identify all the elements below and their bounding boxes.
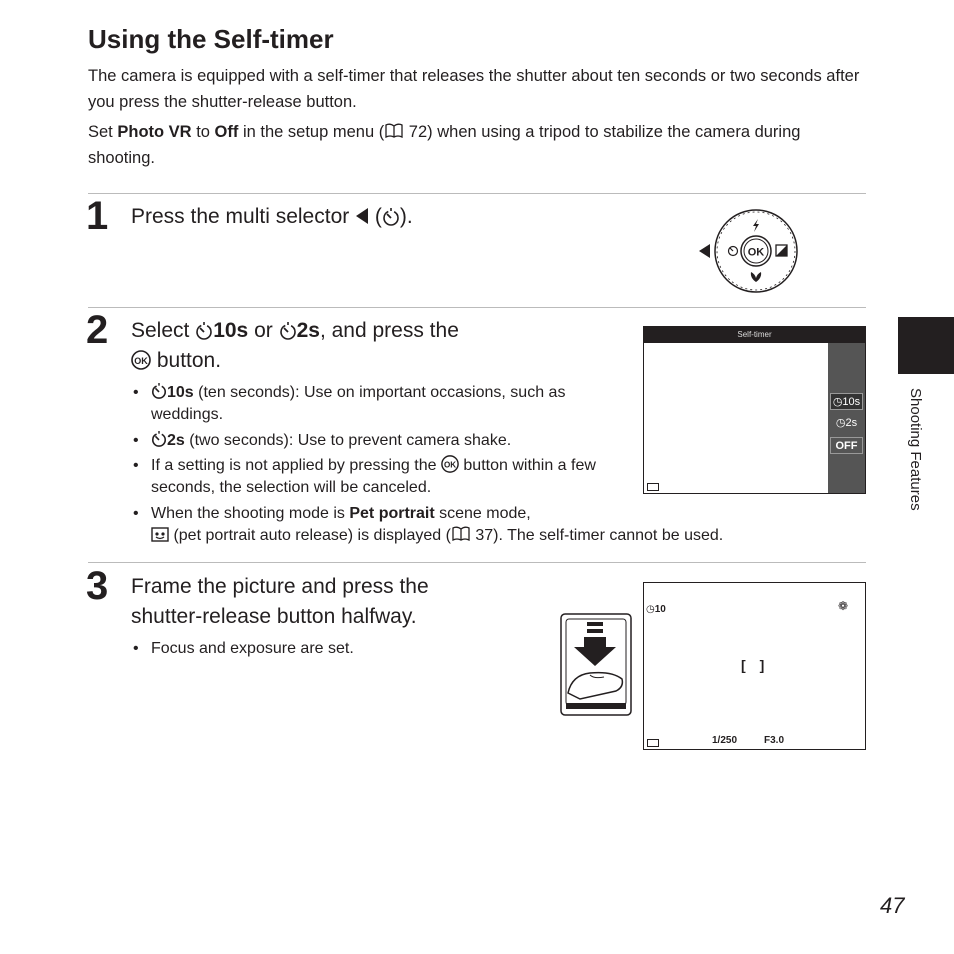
battery-icon xyxy=(647,483,659,491)
ok-button-label: OK xyxy=(747,246,765,259)
vibration-reduction-icon: ❁ xyxy=(838,599,849,613)
page-title: Using the Self-timer xyxy=(88,24,334,54)
intro-paragraph: The camera is equipped with a self-timer that releases the shutter about ten seconds or two seconds after you press the shutter-release button. xyxy=(88,67,860,111)
section-tab xyxy=(898,317,954,374)
book-icon xyxy=(384,123,404,141)
menu-option-10s: ◷ 10s xyxy=(830,393,863,410)
svg-text:OK: OK xyxy=(443,460,457,470)
intro-note: Set Photo VR to Off in the setup menu ( 72) when using a tripod to stabilize the camera during shooting. xyxy=(88,123,801,167)
left-arrow-icon xyxy=(699,244,710,258)
self-timer-icon: ◷ xyxy=(646,604,655,615)
step-divider xyxy=(88,562,866,563)
step-number: 1 xyxy=(86,194,109,238)
self-timer-icon xyxy=(195,319,213,342)
section-label: Shooting Features xyxy=(907,388,924,511)
step-divider xyxy=(88,193,866,194)
left-arrow-icon xyxy=(355,205,369,228)
multi-selector-diagram xyxy=(698,208,808,294)
list-item: • If a setting is not applied by pressing the OK button within a few seconds, the selection will be canceled. xyxy=(133,457,596,496)
battery-icon xyxy=(647,739,659,747)
shooting-screen xyxy=(643,582,866,750)
pet-auto-release-icon xyxy=(151,527,169,544)
self-timer-icon xyxy=(279,319,297,342)
shutter-half-press-illustration xyxy=(560,613,632,716)
book-icon xyxy=(451,527,471,544)
list-item: • 2s (two seconds): Use to prevent camera shake. xyxy=(133,432,512,449)
step-number: 2 xyxy=(86,308,109,352)
list-item: • 10s (ten seconds): Use on important occasions, such as weddings. xyxy=(133,384,566,423)
self-timer-menu-screen xyxy=(643,326,866,494)
menu-option-off: OFF xyxy=(830,437,863,454)
aperture-readout: F3.0 xyxy=(764,735,785,746)
page-number: 47 xyxy=(880,893,905,918)
ok-icon xyxy=(441,457,459,474)
list-item: • When the shooting mode is Pet portrait scene mode, (pet portrait auto release) is displayed ( 37). The self-timer cannot be used. xyxy=(133,505,724,544)
timer-readout: ◷10 xyxy=(646,604,666,615)
step-3-text: Frame the picture and press the shutter-release button halfway. xyxy=(131,575,429,628)
self-timer-icon xyxy=(151,384,167,401)
svg-text:OK: OK xyxy=(134,356,148,366)
ok-icon xyxy=(131,349,151,372)
shutter-speed-readout: 1/250 xyxy=(712,735,738,746)
self-timer-icon xyxy=(382,205,400,228)
self-timer-icon xyxy=(151,432,167,449)
step-number: 3 xyxy=(86,564,109,608)
focus-area-brackets: [] xyxy=(741,657,779,673)
menu-option-2s: ◷ 2s xyxy=(835,416,858,429)
list-item: • Focus and exposure are set. xyxy=(133,640,354,657)
step-divider xyxy=(88,307,866,308)
step-1-text: Press the multi selector ( ). xyxy=(131,205,413,228)
menu-header: Self-timer xyxy=(644,327,865,343)
step-2-text: Select 10s or 2s, and press the OK button. xyxy=(131,319,459,372)
